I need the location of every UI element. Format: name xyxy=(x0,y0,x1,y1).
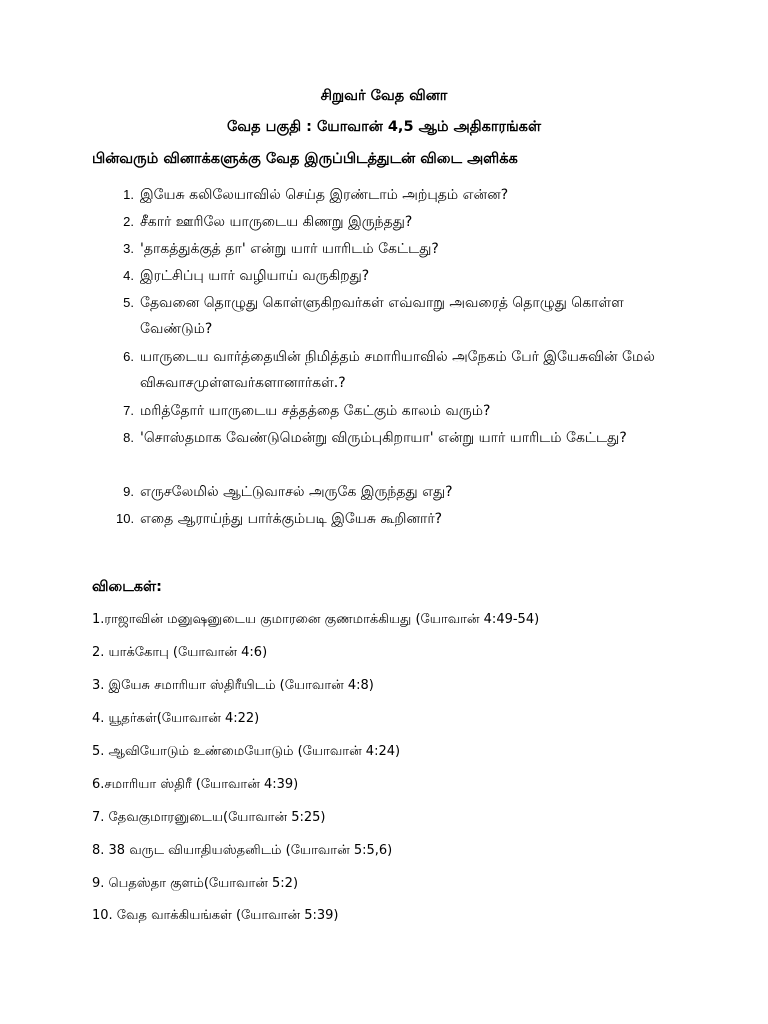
instruction-heading: பின்வரும் வினாக்களுக்கு வேத இருப்பிடத்துடன் விடை அளிக்க xyxy=(92,151,518,167)
question-item xyxy=(116,263,676,289)
page-title: சிறுவர் வேத வினா xyxy=(320,88,448,104)
answer-item: 8. 38 வருட வியாதியஸ்தனிடம் (யோவான் 5:5,6) xyxy=(92,843,393,858)
question-text: எருசலேமில் ஆட்டுவாசல் அருகே இருந்தது எது? xyxy=(140,484,453,500)
question-number: 2. xyxy=(123,214,134,229)
question-number: 4. xyxy=(123,268,134,283)
question-text: இரட்சிப்பு யார் வழியாய் வருகிறது? xyxy=(140,268,370,284)
question-item xyxy=(116,506,676,532)
question-item xyxy=(116,209,676,235)
question-number: 7. xyxy=(123,403,134,418)
answer-item: 2. யாக்கோபு (யோவான் 4:6) xyxy=(92,645,268,660)
question-item xyxy=(116,398,676,424)
question-number: 9. xyxy=(123,484,134,499)
question-text: யாருடைய வார்த்தையின் நிமித்தம் சமாரியாவில் அநேகம் பேர் இயேசுவின் மேல் விசுவாசமுள்ளவர்களானார்கள்.? xyxy=(140,349,655,391)
question-number: 5. xyxy=(123,295,134,310)
answers-heading: விடைகள்: xyxy=(92,579,162,595)
question-item xyxy=(116,290,676,342)
question-item xyxy=(116,479,676,505)
answer-item: 7. தேவகுமாரனுடைய(யோவான் 5:25) xyxy=(92,810,326,825)
question-text: தேவனை தொழுது கொள்ளுகிறவர்கள் எவ்வாறு அவரைத் தொழுது கொள்ள வேண்டும்? xyxy=(140,295,624,337)
question-text: சீகார் ஊரிலே யாருடைய கிணறு இருந்தது? xyxy=(140,214,413,230)
question-text: 'சொஸ்தமாக வேண்டுமென்று விரும்புகிறாயா' என்று யார் யாரிடம் கேட்டது? xyxy=(140,430,627,446)
answer-item: 4. யூதர்கள்(யோவான் 4:22) xyxy=(92,711,260,726)
question-number: 10. xyxy=(116,511,135,526)
question-item xyxy=(116,344,676,396)
answer-item: 9. பெதஸ்தா குளம்(யோவான் 5:2) xyxy=(92,876,299,891)
question-item xyxy=(116,182,676,208)
answer-item: 3. இயேசு சமாரியா ஸ்திரீயிடம் (யோவான் 4:8) xyxy=(92,678,374,693)
question-item xyxy=(116,425,676,451)
question-number: 6. xyxy=(123,349,134,364)
question-text: இயேசு கலிலேயாவில் செய்த இரண்டாம் அற்புதம் என்ன? xyxy=(140,187,509,203)
answer-item: 6.சமாரியா ஸ்திரீ (யோவான் 4:39) xyxy=(92,777,299,792)
answer-item: 10. வேத வாக்கியங்கள் (யோவான் 5:39) xyxy=(92,908,339,923)
question-text: எதை ஆராய்ந்து பார்க்கும்படி இயேசு கூறினார்? xyxy=(140,511,443,527)
question-number: 1. xyxy=(123,187,134,202)
question-number: 8. xyxy=(123,430,134,445)
question-text: மரித்தோர் யாருடைய சத்தத்தை கேட்கும் காலம் வரும்? xyxy=(140,403,491,419)
page-subtitle: வேத பகுதி : யோவான் 4,5 ஆம் அதிகாரங்கள் xyxy=(226,119,542,135)
question-number: 3. xyxy=(123,241,134,256)
answer-item: 5. ஆவியோடும் உண்மையோடும் (யோவான் 4:24) xyxy=(92,744,401,759)
question-item xyxy=(116,236,676,262)
question-text: 'தாகத்துக்குத் தா' என்று யார் யாரிடம் கேட்டது? xyxy=(140,241,439,257)
answer-item: 1.ராஜாவின் மனுஷனுடைய குமாரனை குணமாக்கியது (யோவான் 4:49-54) xyxy=(92,612,540,627)
